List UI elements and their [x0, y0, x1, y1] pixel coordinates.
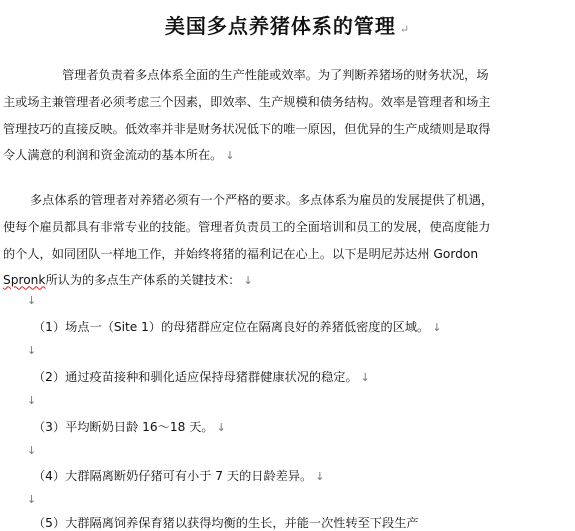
return-mark-icon: ↓: [27, 344, 37, 357]
paragraph-2: [0, 187, 575, 294]
paragraph-1: [0, 62, 575, 169]
paragraph-mark-icon: ↵: [399, 23, 411, 36]
return-mark-icon: ↓: [27, 493, 37, 506]
return-mark-icon: ↓: [225, 149, 235, 163]
paragraph-line: 所认为的多点生产体系的关键技术：: [45, 273, 241, 288]
return-mark-icon: ↓: [315, 470, 325, 483]
list-item: [33, 368, 370, 385]
paragraph-line: 令人满意的利润和资金流动的基本所在。: [3, 148, 223, 163]
list-item-text: （1）场点一（Site 1）的母猪群应定位在隔离良好的养猪低密度的区域。: [33, 320, 430, 334]
list-item-text: （2）通过疫苗接种和驯化适应保持母猪群健康状况的稳定。: [33, 370, 358, 384]
list-item: [33, 514, 419, 531]
return-mark-icon: ↓: [216, 421, 226, 434]
list-item: [33, 318, 441, 335]
return-mark-icon: ↓: [432, 321, 442, 334]
return-mark-icon: ↓: [27, 294, 37, 307]
return-mark-icon: ↓: [27, 394, 37, 407]
paragraph-line: 管理者负责着多点体系全面的生产性能或效率。为了判断养猪场的财务状况，场: [62, 68, 489, 82]
paragraph-line: 使每个雇员都具有非常专业的技能。管理者负责员工的全面培训和员工的发展，使高度能力: [3, 219, 491, 234]
spell-error-word: Spronk: [3, 273, 46, 288]
return-mark-icon: ↓: [27, 444, 37, 457]
list-item-text: （4）大群隔离断奶仔猪可有小于 7 天的日龄差异。: [33, 469, 313, 483]
list-item: [33, 418, 226, 435]
paragraph-line: 主或场主兼管理者必须考虑三个因素，即效率、生产规模和债务结构。效率是管理者和场主: [3, 94, 491, 109]
paragraph-line: 管理技巧的直接反映。低效率并非是财务状况低下的唯一原因，但优异的生产成绩则是取得: [3, 121, 491, 136]
list-item-text: （3）平均断奶日龄 16～18 天。: [33, 420, 214, 434]
list-item: [33, 467, 324, 484]
return-mark-icon: ↓: [243, 274, 253, 288]
document-title: [0, 10, 575, 39]
paragraph-line: 的个人，如同团队一样地工作，并始终将猪的福利记在心上。以下是明尼苏达州 Gordon: [3, 246, 479, 261]
list-item-text: （5）大群隔离饲养保育猪以获得均衡的生长，并能一次性转至下段生产: [33, 516, 419, 530]
paragraph-line: 多点体系的管理者对养猪必须有一个严格的要求。多点体系为雇员的发展提供了机遇，: [30, 193, 494, 207]
return-mark-icon: ↓: [360, 371, 370, 384]
title-text: 美国多点养猪体系的管理: [164, 14, 396, 38]
